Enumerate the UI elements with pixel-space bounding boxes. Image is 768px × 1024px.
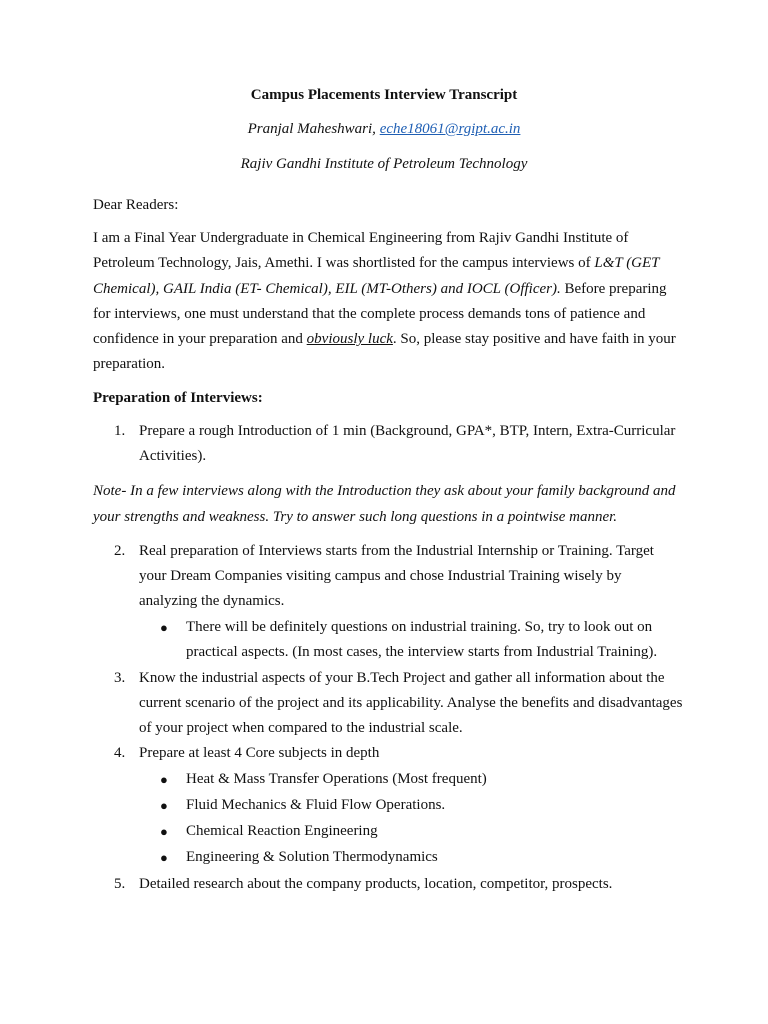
note-paragraph: Note- In a few interviews along with the Introduction they ask about your family background and your strengths and weakness. Try to answer such long questions in a pointwise manner. xyxy=(93,483,676,525)
list-item xyxy=(93,539,683,614)
bullet-text: There will be definitely questions on industrial training. So, try to look out on practical aspects. (In most cases, the interview starts from Industrial Training). xyxy=(186,619,658,660)
bullet-item xyxy=(150,615,680,665)
list-number: 1. xyxy=(114,423,126,439)
institute-name: Rajiv Gandhi Institute of Petroleum Technology xyxy=(240,156,528,172)
author-line xyxy=(0,121,768,138)
list-text: Prepare at least 4 Core subjects in depth xyxy=(139,745,380,761)
bullet-text: Chemical Reaction Engineering xyxy=(186,823,378,839)
intro-text-3: . So, please stay positive and have faith in your preparation. xyxy=(93,331,676,373)
bullet-text: Engineering & Solution Thermodynamics xyxy=(186,849,438,865)
bullet-dot-icon: ● xyxy=(160,620,168,635)
list-text: Prepare a rough Introduction of 1 min (Background, GPA*, BTP, Intern, Extra-Curricular Activities). xyxy=(139,423,676,464)
salutation: Dear Readers: xyxy=(93,197,179,213)
intro-text-2: Before preparing for interviews, one must understand that the complete process demands tons of patience and confidence in your preparation and xyxy=(93,280,667,348)
list-item xyxy=(93,741,683,766)
list-item xyxy=(93,419,683,469)
list-text: Know the industrial aspects of your B.Tech Project and gather all information about the current scenario of the project and its applicability. Analyse the benefits and disadvantages of your project when compared to the industrial scale. xyxy=(139,670,683,736)
bullet-item xyxy=(150,793,680,818)
intro-text-1: I am a Final Year Undergraduate in Chemical Engineering from Rajiv Gandhi Institute of Petroleum Technology, Jais, Amethi. I was shortlisted for the campus interviews of xyxy=(93,230,629,272)
list-item xyxy=(93,872,683,897)
intro-luck: obviously luck xyxy=(306,331,393,348)
bullet-dot-icon: ● xyxy=(160,772,168,787)
list-number: 3. xyxy=(114,670,126,686)
bullet-dot-icon: ● xyxy=(160,798,168,813)
list-text: Detailed research about the company products, location, competitor, prospects. xyxy=(139,876,613,892)
list-number: 2. xyxy=(114,543,126,559)
bullet-item xyxy=(150,819,680,844)
bullet-text: Fluid Mechanics & Fluid Flow Operations. xyxy=(186,797,446,813)
list-text: Real preparation of Interviews starts from the Industrial Internship or Training. Target your Dream Companies visiting campus and chose Industrial Training wisely by analyzing the dynamics. xyxy=(139,543,654,609)
bullet-dot-icon: ● xyxy=(160,850,168,865)
list-number: 4. xyxy=(114,745,126,761)
document-title: Campus Placements Interview Transcript xyxy=(250,87,518,103)
bullet-dot-icon: ● xyxy=(160,824,168,839)
list-number: 5. xyxy=(114,876,126,892)
author-name: Pranjal Maheshwari, xyxy=(247,121,376,137)
author-email-link[interactable]: eche18061@rgipt.ac.in xyxy=(379,121,521,137)
bullet-item xyxy=(150,767,680,792)
list-item xyxy=(93,666,683,741)
section-heading-preparation: Preparation of Interviews: xyxy=(93,390,263,406)
bullet-item xyxy=(150,845,680,870)
bullet-text: Heat & Mass Transfer Operations (Most frequent) xyxy=(186,771,487,787)
intro-companies: L&T (GET Chemical), GAIL India (ET- Chemical), EIL (MT-Others) and IOCL (Officer). xyxy=(93,255,660,297)
intro-paragraph xyxy=(93,226,683,378)
